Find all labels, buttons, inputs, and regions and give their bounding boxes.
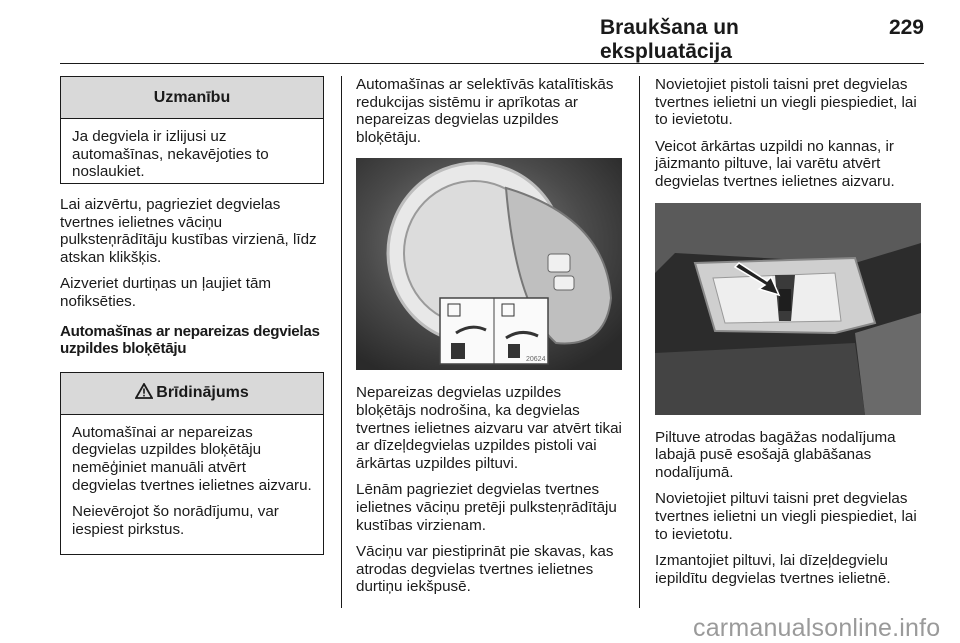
funnel-required-paragraph: Veicot ārkārtas uzpildi no kannas, ir jāizmanto piltuve, lai varētu atvērt degvielas tvertnes ielietnes aizvaru. [655, 137, 895, 190]
header-divider [60, 63, 924, 64]
column-right [655, 76, 925, 596]
close-cap-paragraph: Lai aizvērtu, pagrieziet degvielas tvertnes ielietnes vāciņu pulksteņrādītāju kustības virzienā, līdz atskan klikšķis. [60, 196, 317, 266]
lock-description-paragraph: Nepareizas degvielas uzpildes bloķētājs nodrošina, ka degvielas tvertnes ielietnes aizvaru var atvērt tikai ar dīzeļdegvielas uzpildes pistoli vai ārkārtas uzpildes piltuvi. [356, 384, 622, 472]
close-door-paragraph: Aizveriet durtiņas un ļaujiet tām nofiksēties. [60, 275, 272, 310]
caution-box-text: Ja degviela ir izlijusi uz automašīnas, nekavējoties to noslaukiet. [72, 128, 269, 181]
clip-paragraph: Vāciņu var piestiprināt pie skavas, kas atrodas degvielas tvertnes ielietnes durtiņu iekšpusē. [356, 543, 614, 596]
use-funnel-paragraph: Izmantojiet piltuvi, lai dīzeļdegvielu iepildītu degvielas tvertnes ielietnē. [655, 552, 891, 587]
insert-funnel-paragraph: Novietojiet piltuvi taisni pret degvielas tvertnes ielietni un viegli piespiediet, lai to ievietotu. [655, 490, 917, 543]
page-header [600, 14, 924, 63]
warning-box-title: Brīdinājums [156, 384, 249, 402]
turn-cap-paragraph: Lēnām pagrieziet degvielas tvertnes ielietnes vāciņu pretēji pulksteņrādītāju kustības virzienam. [356, 481, 617, 534]
warning-box-text-1: Automašīnai ar nepareizas degvielas uzpildes bloķētāju nemēģiniet manuāli atvērt degvielas tvertnes ielietnes aizvaru. [72, 423, 312, 494]
figure-code-label: 20624 [526, 356, 546, 364]
insert-nozzle-paragraph: Novietojiet pistoli taisni pret degvielas tvertnes ielietni un viegli piespiediet, lai to ievietotu. [655, 76, 917, 129]
watermark: carmanualsonline.info [693, 614, 941, 642]
section-subheading: Automašīnas ar nepareizas degvielas uzpildes bloķētāju [60, 322, 320, 358]
funnel-storage-figure [655, 203, 921, 415]
funnel-location-paragraph: Piltuve atrodas bagāžas nodalījuma labajā pusē esošajā glabāšanas nodalījumā. [655, 428, 896, 481]
warning-box-text-2: Neievērojot šo norādījumu, var iespiest pirkstus. [72, 503, 279, 538]
warning-box-header [61, 373, 323, 415]
column-divider-2 [639, 76, 640, 608]
header-title: Braukšana un ekspluatācija [600, 16, 739, 63]
column-middle [356, 76, 624, 605]
page-number: 229 [888, 16, 924, 39]
warning-box [60, 372, 324, 556]
fuel-filler-figure [356, 158, 622, 370]
warning-triangle-icon [135, 383, 153, 404]
caution-box-title: Uzmanību [61, 77, 323, 119]
intro-paragraph: Automašīnas ar selektīvās katalītiskās redukcijas sistēmu ir aprīkotas ar nepareizas degvielas uzpildes bloķētāju. [356, 76, 614, 146]
caution-box [60, 76, 324, 184]
column-divider-1 [341, 76, 342, 608]
column-left [60, 76, 324, 555]
